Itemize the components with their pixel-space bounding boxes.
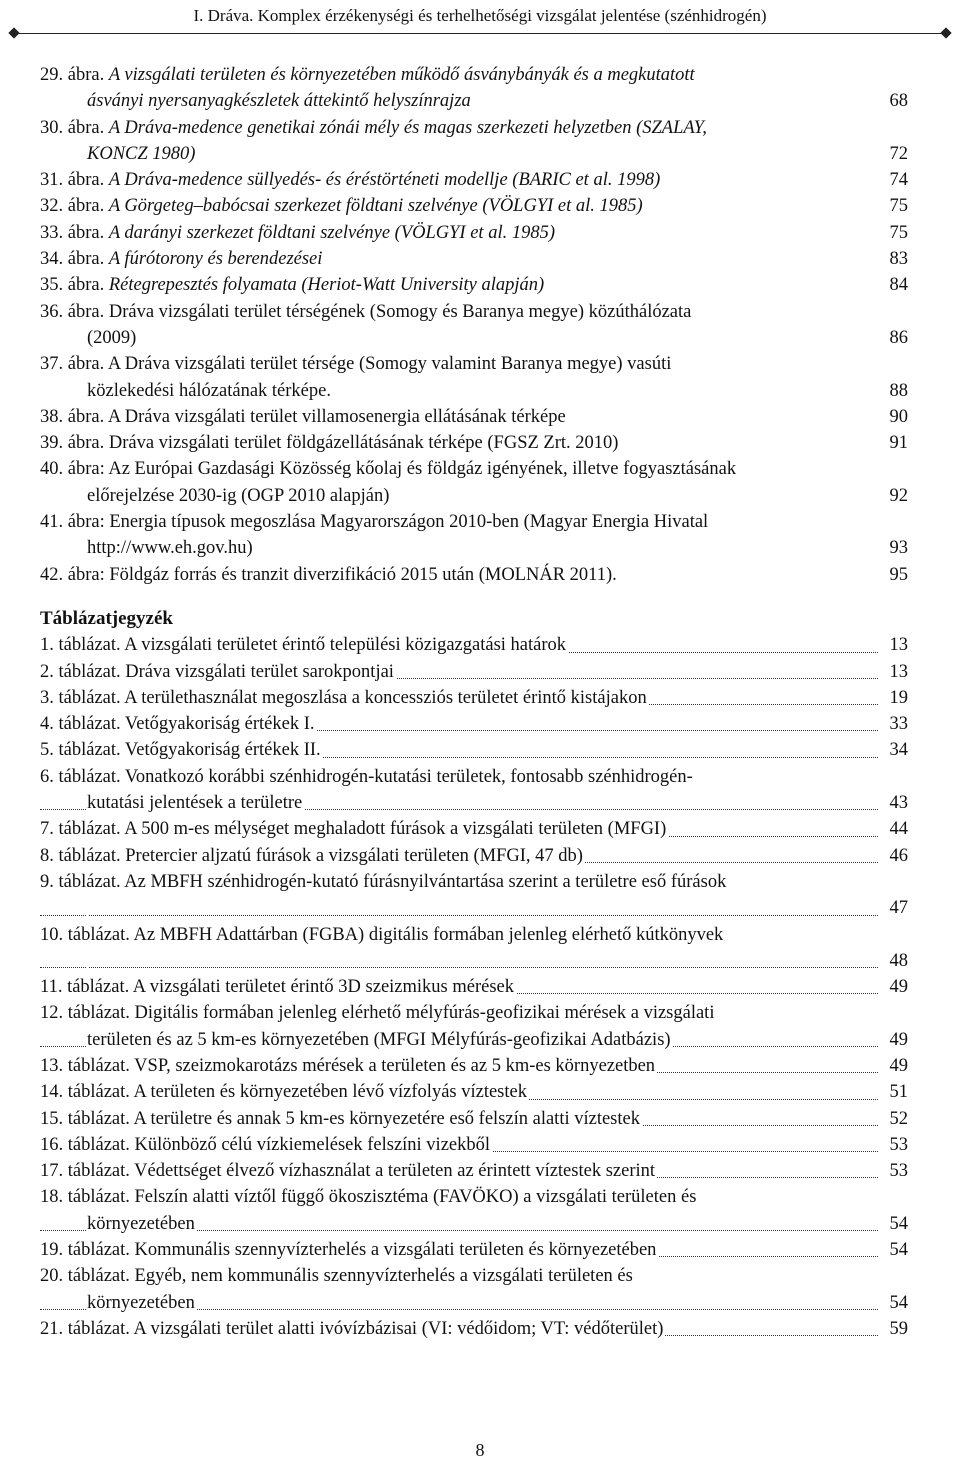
table-caption: 11. táblázat. A vizsgálati területet érintő 3D szeizmikus mérések xyxy=(40,977,514,998)
figure-entry[interactable] xyxy=(40,167,908,193)
table-entry[interactable] xyxy=(40,737,908,763)
figure-entry[interactable] xyxy=(40,115,908,168)
figure-page-number: 90 xyxy=(889,406,908,427)
figure-entry[interactable] xyxy=(40,220,908,246)
table-entry[interactable] xyxy=(40,843,908,869)
table-entry[interactable] xyxy=(40,711,908,737)
figure-page-number: 84 xyxy=(889,275,908,296)
figure-page-number: 95 xyxy=(889,564,908,585)
figure-label: 36. ábra. xyxy=(40,301,109,322)
figure-list xyxy=(40,62,908,588)
figure-entry[interactable] xyxy=(40,272,908,298)
figure-title: Az Európai Gazdasági Közösség kőolaj és földgáz igényének, illetve fogyasztásának xyxy=(108,459,737,480)
figure-page-number: 72 xyxy=(889,143,908,164)
figure-entry[interactable] xyxy=(40,456,908,509)
figure-title: közlekedési hálózatának térképe. xyxy=(87,380,331,401)
table-entry[interactable] xyxy=(40,1263,908,1316)
figure-entry[interactable] xyxy=(40,193,908,219)
table-caption: környezetében xyxy=(87,1213,195,1234)
figure-label: 41. ábra: xyxy=(40,512,110,533)
figure-label: 31. ábra. xyxy=(40,170,109,191)
table-page-number: 46 xyxy=(888,843,909,869)
table-entry[interactable] xyxy=(40,1237,908,1263)
table-caption: 9. táblázat. Az MBFH szénhidrogén-kutató fúrásnyilvántartása szerint a területre eső fúrások xyxy=(40,871,727,892)
figure-label: 33. ábra. xyxy=(40,222,109,243)
figure-page-number: 88 xyxy=(889,380,908,401)
figure-title: A Dráva-medence süllyedés- és éréstörténeti modellje (BARIC et al. 1998) xyxy=(108,170,661,191)
table-caption: 17. táblázat. Védettséget élvező vízhasználat a területen az érintett víztestek szerint xyxy=(40,1161,656,1182)
figure-title: A fúrótorony és berendezései xyxy=(108,249,323,270)
figure-entry[interactable] xyxy=(40,562,908,588)
dot-leader xyxy=(40,915,878,916)
figure-label: 29. ábra. xyxy=(40,65,109,85)
figure-entry[interactable] xyxy=(40,299,908,352)
table-page-number: 49 xyxy=(888,1053,909,1079)
table-caption: 15. táblázat. A területre és annak 5 km-es környezetére eső felszín alatti víztestek xyxy=(40,1108,640,1129)
figure-page-number: 68 xyxy=(889,91,908,112)
table-page-number: 47 xyxy=(888,895,909,921)
figure-label: 42. ábra: xyxy=(40,564,110,585)
figure-label: 34. ábra. xyxy=(40,249,109,270)
table-caption: 13. táblázat. VSP, szeizmokarotázs mérések a területen és az 5 km-es környezetben xyxy=(40,1055,656,1076)
table-page-number: 44 xyxy=(888,816,909,842)
figure-entry[interactable] xyxy=(40,430,908,456)
figure-label: 37. ábra. xyxy=(40,354,108,375)
figure-entry[interactable] xyxy=(40,246,908,272)
table-entry[interactable] xyxy=(40,869,908,922)
table-page-number: 51 xyxy=(888,1079,909,1105)
table-page-number: 13 xyxy=(888,632,909,658)
figure-label: 35. ábra. xyxy=(40,275,109,296)
table-page-number: 54 xyxy=(888,1211,909,1237)
figure-page-number: 91 xyxy=(889,433,908,454)
figure-label: 38. ábra. xyxy=(40,406,108,427)
table-entry[interactable] xyxy=(40,659,908,685)
figure-page-number: 83 xyxy=(889,249,908,270)
figure-title: Energia típusok megoszlása Magyarországon 2010-ben (Magyar Energia Hivatal xyxy=(109,512,709,533)
table-caption xyxy=(87,951,89,971)
table-caption: 12. táblázat. Digitális formában jelenleg elérhető mélyfúrás-geofizikai mérések a vizsgálati xyxy=(40,1003,715,1024)
table-caption: 14. táblázat. A területen és környezetében lévő vízfolyás víztestek xyxy=(40,1082,527,1103)
table-entry[interactable] xyxy=(40,1000,908,1053)
table-caption: 5. táblázat. Vetőgyakoriság értékek II. xyxy=(40,740,321,761)
dot-leader xyxy=(40,967,878,968)
table-page-number: 54 xyxy=(888,1290,909,1316)
figure-page-number: 92 xyxy=(889,485,908,506)
table-entry[interactable] xyxy=(40,1106,908,1132)
running-header: I. Dráva. Komplex érzékenységi és terhelhetőségi vizsgálat jelentése (szénhidrogén) xyxy=(193,6,767,25)
table-entry[interactable] xyxy=(40,632,908,658)
header-rule xyxy=(14,33,946,34)
figure-title: A darányi szerkezet földtani szelvénye (VÖLGYI et al. 1985) xyxy=(108,222,555,243)
table-entry[interactable] xyxy=(40,1316,908,1342)
figure-page-number: 86 xyxy=(889,327,908,348)
figure-title: Földgáz forrás és tranzit diverzifikáció 2015 után (MOLNÁR 2011). xyxy=(109,564,617,585)
table-page-number: 53 xyxy=(888,1132,909,1158)
table-entry[interactable] xyxy=(40,1132,908,1158)
figure-title: http://www.eh.gov.hu) xyxy=(87,538,253,559)
rule-right-ornament xyxy=(940,27,951,38)
figure-title: A vizsgálati területen és környezetében működő ásványbányák és a megkutatott xyxy=(108,65,695,85)
table-page-number: 53 xyxy=(888,1158,909,1184)
table-caption: 7. táblázat. A 500 m-es mélységet meghaladott fúrások a vizsgálati területen (MFGI) xyxy=(40,819,667,840)
table-page-number: 48 xyxy=(888,948,909,974)
table-list xyxy=(40,632,908,1342)
table-caption xyxy=(87,898,89,918)
table-page-number: 49 xyxy=(888,974,909,1000)
figure-title: előrejelzése 2030-ig (OGP 2010 alapján) xyxy=(87,485,390,506)
table-caption: területen és az 5 km-es környezetében (MFGI Mélyfúrás-geofizikai Adatbázis) xyxy=(87,1029,671,1050)
table-entry[interactable] xyxy=(40,1053,908,1079)
figure-page-number: 75 xyxy=(889,196,908,217)
table-entry[interactable] xyxy=(40,685,908,711)
table-page-number: 19 xyxy=(888,685,909,711)
figure-title: A Görgeteg–babócsai szerkezet földtani szelvénye (VÖLGYI et al. 1985) xyxy=(108,196,643,217)
figure-label: 32. ábra. xyxy=(40,196,109,217)
figure-entry[interactable] xyxy=(40,509,908,562)
figure-page-number: 93 xyxy=(889,538,908,559)
figure-title: KONCZ 1980) xyxy=(87,143,196,164)
table-caption: 2. táblázat. Dráva vizsgálati terület sarokpontjai xyxy=(40,661,394,682)
table-page-number: 43 xyxy=(888,790,909,816)
tables-heading: Táblázatjegyzék xyxy=(40,607,173,629)
table-entry[interactable] xyxy=(40,974,908,1000)
figure-title: A Dráva-medence genetikai zónái mély és magas szerkezeti helyzetben (SZALAY, xyxy=(108,117,707,138)
table-entry[interactable] xyxy=(40,1158,908,1184)
figure-page-number: 75 xyxy=(889,222,908,243)
rule-left-ornament xyxy=(8,27,19,38)
table-caption: 6. táblázat. Vonatkozó korábbi szénhidrogén-kutatási területek, fontosabb szénhidrogén- xyxy=(40,766,693,787)
page-number: 8 xyxy=(475,1440,485,1460)
table-entry[interactable] xyxy=(40,764,908,817)
table-page-number: 34 xyxy=(888,737,909,763)
table-page-number: 52 xyxy=(888,1106,909,1132)
figure-title: (2009) xyxy=(87,327,137,348)
table-caption: 20. táblázat. Egyéb, nem kommunális szennyvízterhelés a vizsgálati területen és xyxy=(40,1266,633,1287)
figure-entry[interactable] xyxy=(40,62,908,115)
figure-entry[interactable] xyxy=(40,351,908,404)
figure-entry[interactable] xyxy=(40,404,908,430)
figure-title: ásványi nyersanyagkészletek áttekintő helyszínrajza xyxy=(87,91,471,112)
table-entry[interactable] xyxy=(40,1079,908,1105)
figure-title: Dráva vizsgálati terület térségének (Somogy és Baranya megye) közúthálózata xyxy=(108,301,692,322)
table-caption: 16. táblázat. Különböző célú vízkiemelések felszíni vizekből xyxy=(40,1134,491,1155)
table-caption: 21. táblázat. A vizsgálati terület alatti ivóvízbázisai (VI: védőidom; VT: védőterület) xyxy=(40,1318,664,1339)
table-page-number: 49 xyxy=(888,1027,909,1053)
table-caption: 3. táblázat. A területhasználat megoszlása a koncessziós területet érintő kistájakon xyxy=(40,687,647,708)
figure-title: A Dráva vizsgálati terület térsége (Somogy valamint Baranya megye) vasúti xyxy=(107,354,672,375)
table-caption: 10. táblázat. Az MBFH Adattárban (FGBA) digitális formában jelenleg elérhető kútkönyvek xyxy=(40,924,724,945)
table-caption: kutatási jelentések a területre xyxy=(87,793,303,814)
table-caption: környezetében xyxy=(87,1292,195,1313)
table-caption: 4. táblázat. Vetőgyakoriság értékek I. xyxy=(40,714,315,735)
table-page-number: 54 xyxy=(888,1237,909,1263)
table-page-number: 13 xyxy=(888,659,909,685)
table-entry[interactable] xyxy=(40,1184,908,1237)
figure-label: 40. ábra: xyxy=(40,459,109,480)
figure-title: Rétegrepesztés folyamata (Heriot-Watt University alapján) xyxy=(108,275,545,296)
table-caption: 8. táblázat. Pretercier aljzatú fúrások a vizsgálati területen (MFGI, 47 db) xyxy=(40,845,583,866)
figure-title: Dráva vizsgálati terület földgázellátásának térképe (FGSZ Zrt. 2010) xyxy=(108,433,619,454)
table-entry[interactable] xyxy=(40,816,908,842)
table-page-number: 33 xyxy=(888,711,909,737)
table-caption: 18. táblázat. Felszín alatti víztől függő ökoszisztéma (FAVÖKO) a vizsgálati területen és xyxy=(40,1187,697,1208)
list-of-figures-and-tables xyxy=(40,62,908,1342)
table-entry[interactable] xyxy=(40,922,908,975)
figure-label: 39. ábra. xyxy=(40,433,109,454)
figure-page-number: 74 xyxy=(889,170,908,191)
table-page-number: 59 xyxy=(888,1316,909,1342)
table-caption: 19. táblázat. Kommunális szennyvízterhelés a vizsgálati területen és környezetében xyxy=(40,1240,657,1261)
figure-title: A Dráva vizsgálati terület villamosenergia ellátásának térképe xyxy=(107,406,566,427)
figure-label: 30. ábra. xyxy=(40,117,109,138)
table-caption: 1. táblázat. A vizsgálati területet érintő települési közigazgatási határok xyxy=(40,635,567,656)
